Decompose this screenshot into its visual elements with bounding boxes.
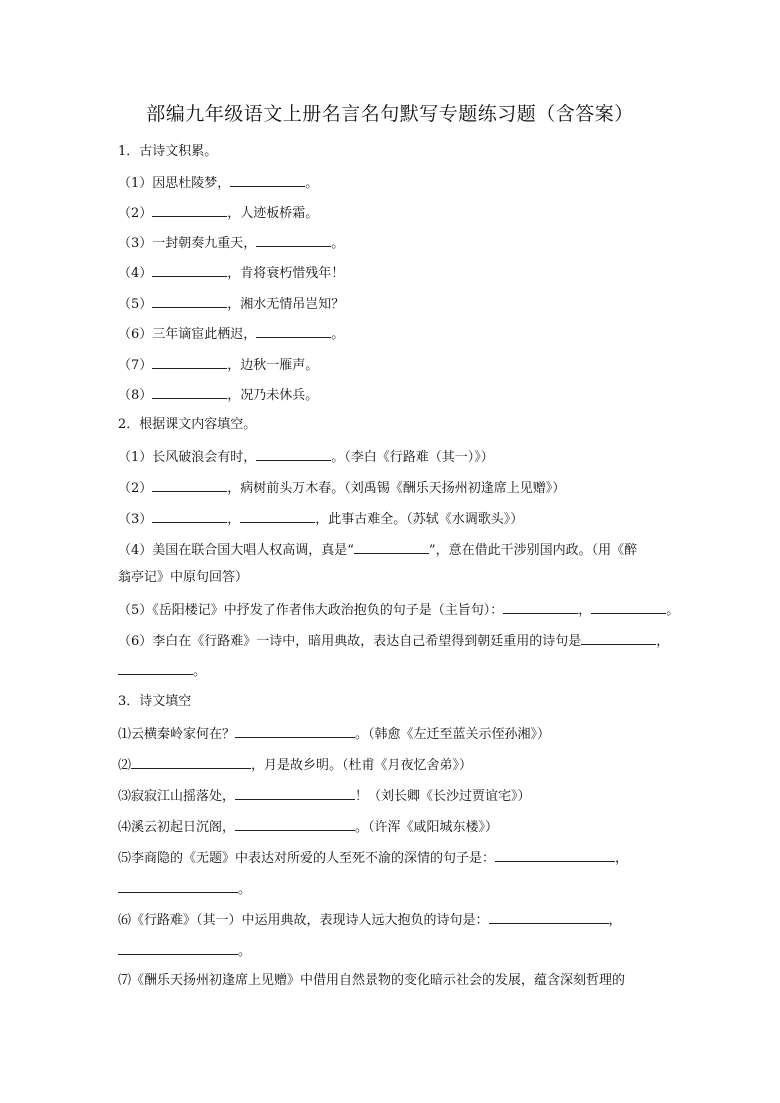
answer-blank[interactable] xyxy=(118,940,238,955)
question-1-item-3: （3）一封朝奏九重天， 。 xyxy=(118,232,344,254)
question-1-item-5: （5） ，湘水无情吊岂知？ xyxy=(118,293,344,315)
question-3-item-5-continued: 。 xyxy=(118,878,251,900)
question-3-heading: 3．诗文填空 xyxy=(118,694,192,709)
question-2-item-2: （2） ，病树前头万木春。（刘禹锡《酬乐天扬州初逢席上见赠》） xyxy=(118,477,565,499)
answer-blank[interactable] xyxy=(495,847,615,862)
question-1-item-2: （2） ，人迹板桥霜。 xyxy=(118,202,318,224)
question-2-heading: 2．根据课文内容填空。 xyxy=(118,417,257,432)
question-3-item-6-continued: 。 xyxy=(118,940,251,962)
answer-blank[interactable] xyxy=(354,539,429,554)
answer-blank[interactable] xyxy=(240,508,315,523)
answer-blank[interactable] xyxy=(152,354,227,369)
answer-blank[interactable] xyxy=(152,477,227,492)
question-1-item-4: （4） ，肯将衰朽惜残年！ xyxy=(118,262,344,284)
answer-blank[interactable] xyxy=(235,785,355,800)
answer-blank[interactable] xyxy=(152,508,227,523)
question-2-item-6: （6）李白在《行路难》一诗中，暗用典故，表达自己希望得到朝廷重用的诗句是 ， xyxy=(118,630,669,652)
answer-blank[interactable] xyxy=(152,293,227,308)
page-title: 部编九年级语文上册名言名句默写专题练习题（含答案） xyxy=(146,103,634,125)
question-3-item-1: ⑴云横秦岭家何在？ 。（韩愈《左迁至蓝关示侄孙湘》） xyxy=(118,723,550,745)
question-1-heading: 1．古诗文积累。 xyxy=(118,144,218,159)
question-3-item-4: ⑷溪云初起日沉阁， 。（许浑《咸阳城东楼》） xyxy=(118,816,498,838)
answer-blank[interactable] xyxy=(503,599,578,614)
answer-blank[interactable] xyxy=(489,909,609,924)
question-2-item-1: （1）长风破浪会有时， 。（李白《行路难（其一）》） xyxy=(118,446,494,468)
answer-blank[interactable] xyxy=(235,723,355,738)
question-3-item-7: ⑺《酬乐天扬州初逢席上见赠》中借用自然景物的变化暗示社会的发展，蕴含深刻哲理的 xyxy=(118,973,626,988)
question-3-item-2: ⑵ ，月是故乡明。（杜甫《月夜忆舍弟》） xyxy=(118,754,472,776)
answer-blank[interactable] xyxy=(256,446,331,461)
answer-blank[interactable] xyxy=(591,599,666,614)
question-1-item-8: （8） ，况乃未休兵。 xyxy=(118,384,318,406)
question-2-item-5: （5）《岳阳楼记》中抒发了作者伟大政治抱负的句子是（主旨句）： ， 。 xyxy=(118,599,679,621)
answer-blank[interactable] xyxy=(256,232,331,247)
question-2-item-3: （3） ， ，此事古难全。（苏轼《水调歌头》） xyxy=(118,508,523,530)
question-2-item-4: （4）美国在联合国大唱人权高调，真是“ ”，意在借此干涉别国内政。（用《醉 xyxy=(118,539,637,561)
answer-blank[interactable] xyxy=(152,202,227,217)
answer-blank[interactable] xyxy=(152,262,227,277)
answer-blank[interactable] xyxy=(131,754,251,769)
question-3-item-6: ⑹《行路难》（其一）中运用典故，表现诗人远大抱负的诗句是： ， xyxy=(118,909,622,931)
question-3-item-3: ⑶寂寂江山摇落处， ！（刘长卿《长沙过贾谊宅》） xyxy=(118,785,531,807)
answer-blank[interactable] xyxy=(235,816,355,831)
answer-blank[interactable] xyxy=(581,630,656,645)
answer-blank[interactable] xyxy=(256,323,331,338)
question-1-item-7: （7） ，边秋一雁声。 xyxy=(118,354,318,376)
answer-blank[interactable] xyxy=(230,172,305,187)
answer-blank[interactable] xyxy=(152,384,227,399)
question-2-item-6-continued: 。 xyxy=(118,660,206,682)
question-1-item-6: （6）三年谪宦此栖迟， 。 xyxy=(118,323,344,345)
answer-blank[interactable] xyxy=(118,660,193,675)
answer-blank[interactable] xyxy=(118,878,238,893)
question-2-item-4-continued: 翁亭记》中原句回答） xyxy=(118,570,249,585)
question-1-item-1: （1）因思杜陵梦， 。 xyxy=(118,172,318,194)
question-3-item-5: ⑸李商隐的《无题》中表达对所爱的人至死不渝的深情的句子是： ， xyxy=(118,847,628,869)
